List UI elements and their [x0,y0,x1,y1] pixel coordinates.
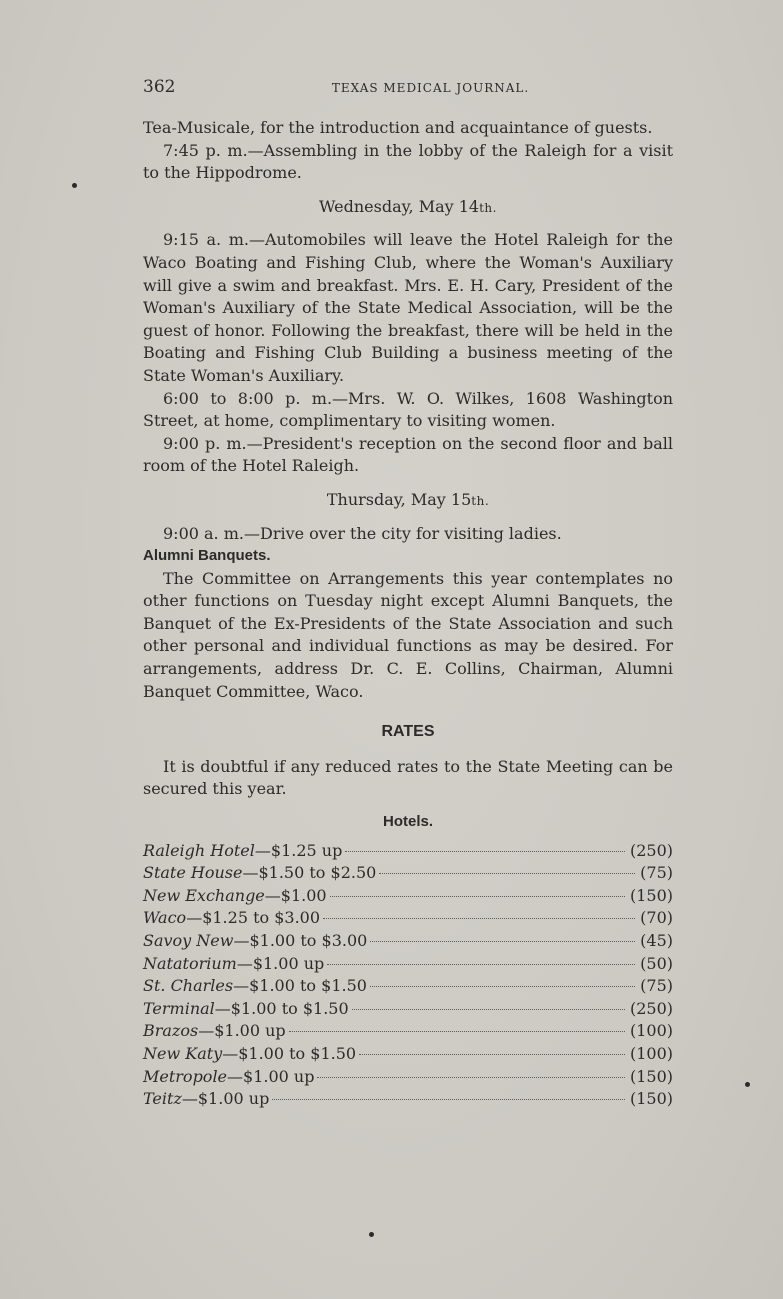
hotel-name: Natatorium [143,953,237,973]
hotel-row [143,1020,673,1043]
hotel-rooms: (250) [629,998,673,1018]
paragraph-tea-musicale: Tea-Musicale, for the introduction and acquaintance of guests. [143,118,653,137]
hotel-rooms: (45) [640,931,673,950]
hotel-rate: —$1.00 up [227,1066,315,1086]
hotel-rooms: (250) [629,840,673,860]
thursday-date: Thursday, May 15 [326,489,472,509]
hotel-row [143,885,673,908]
paragraph-reduced-rates: It is doubtful if any reduced rates to the State Meeting can be secured this year. [143,756,673,799]
ink-speck [72,183,77,188]
hotel-rate: —$1.00 [264,885,327,905]
hotel-name: Raleigh Hotel [143,840,255,860]
hotel-row [143,907,673,930]
hotel-rooms: (50) [640,953,673,973]
hotel-rate: —$1.00 to $3.00 [233,931,368,950]
hotel-name: Teitz [143,1089,182,1109]
hotel-rooms: (70) [640,908,673,928]
hotel-row [143,1066,673,1089]
paragraph-president-reception: 9:00 p. m.—President's reception on the second floor and ball room of the Hotel Raleigh. [143,433,673,476]
hotel-rooms: (100) [629,1021,673,1041]
hotel-rate: —$1.00 up [181,1089,270,1109]
hotel-name: Savoy New [143,931,234,950]
hotel-name: Terminal [143,998,215,1018]
day-heading-wednesday [143,196,673,220]
paragraph-boating-club: 9:15 a. m.—Automobiles will leave the Hotel Raleigh for the Waco Boating and Fishing Club, where the Woman's Auxiliary will give a swim and breakfast. Mrs. E. H. Cary, President of the Woman's Auxiliary of the State Medical Association, will be the guest of honor. Following the breakfast, there will be held in the Boating and Fishing Club Building a business meeting of the State Woman's Auxiliary. [143,230,673,385]
journal-title: TEXAS MEDICAL JOURNAL. [331,81,530,95]
hotel-rate: —$1.00 to $1.50 [214,998,349,1018]
hotel-row [143,862,673,885]
dot-leader [359,1054,625,1055]
paragraph-alumni-banquets: The Committee on Arrangements this year contemplates no other functions on Tuesday night except Alumni Banquets, the Banquet of the Ex-Presidents of the State Association and such other personal and individual functions as may be desired. For arrangements, address Dr. C. E. Collins, Chairman, Alumni Banquet Committee, Waco. [143,568,673,701]
dot-leader [345,851,625,852]
page-number: 362 [143,77,176,97]
running-header [143,77,668,99]
hotel-row [143,1043,673,1066]
dot-leader [370,986,635,987]
hotel-list [143,840,673,1111]
hotel-rooms: (150) [629,1089,673,1109]
dot-leader [370,941,635,942]
dot-leader [272,1099,625,1100]
hotel-rooms: (75) [640,976,673,996]
hotel-row [143,953,673,976]
hotel-name: St. Charles [143,976,234,996]
hotel-rooms: (150) [629,885,673,905]
ink-speck [745,1082,750,1087]
hotel-name: Brazos [143,1021,199,1041]
paragraph-hippodrome: 7:45 p. m.—Assembling in the lobby of the Raleigh for a visit to the Hippodrome. [143,140,673,183]
hotel-rate: —$1.25 to $3.00 [186,908,321,928]
dot-leader [352,1009,625,1010]
hotel-rate: —$1.25 up [254,840,343,860]
dot-leader [323,918,635,919]
paragraph-wilkes-home: 6:00 to 8:00 p. m.—Mrs. W. O. Wilkes, 1608 Washington Street, at home, complimentary to visiting women. [143,388,673,431]
dot-leader [289,1031,625,1032]
hotel-row [143,930,673,953]
wednesday-date: Wednesday, May 14 [319,196,480,216]
rates-heading: RATES [381,723,435,741]
hotel-name: Waco [143,908,187,928]
hotel-name: New Katy [143,1043,223,1063]
hotel-name: Metropole [143,1066,228,1086]
hotel-row [143,975,673,998]
hotel-name: State House [143,863,243,883]
hotel-rate: —$1.00 to $1.50 [222,1043,357,1063]
article-body [143,117,673,1111]
paragraph-city-drive: 9:00 a. m.—Drive over the city for visiting ladies. [163,523,562,543]
dot-leader [317,1077,625,1078]
hotel-rate: —$1.00 to $1.50 [233,976,367,996]
dot-leader [327,964,635,965]
wednesday-suffix: th. [479,200,497,215]
hotel-rate: —$1.50 to $2.50 [242,863,377,883]
hotel-row [143,1088,673,1111]
alumni-banquets-heading: Alumni Banquets. [143,547,271,565]
hotel-rooms: (75) [640,863,673,883]
hotel-rate: —$1.00 up [236,953,325,973]
dot-leader [379,873,635,874]
ink-speck [369,1232,374,1237]
thursday-suffix: th. [471,493,490,508]
hotel-rate: —$1.00 up [198,1021,286,1041]
hotel-row [143,840,673,863]
hotels-heading: Hotels. [382,813,433,831]
hotel-name: New Exchange [143,885,265,905]
hotel-rooms: (150) [629,1066,673,1086]
hotel-row [143,998,673,1021]
dot-leader [330,896,625,897]
day-heading-thursday [143,489,673,513]
hotel-rooms: (100) [629,1043,673,1063]
